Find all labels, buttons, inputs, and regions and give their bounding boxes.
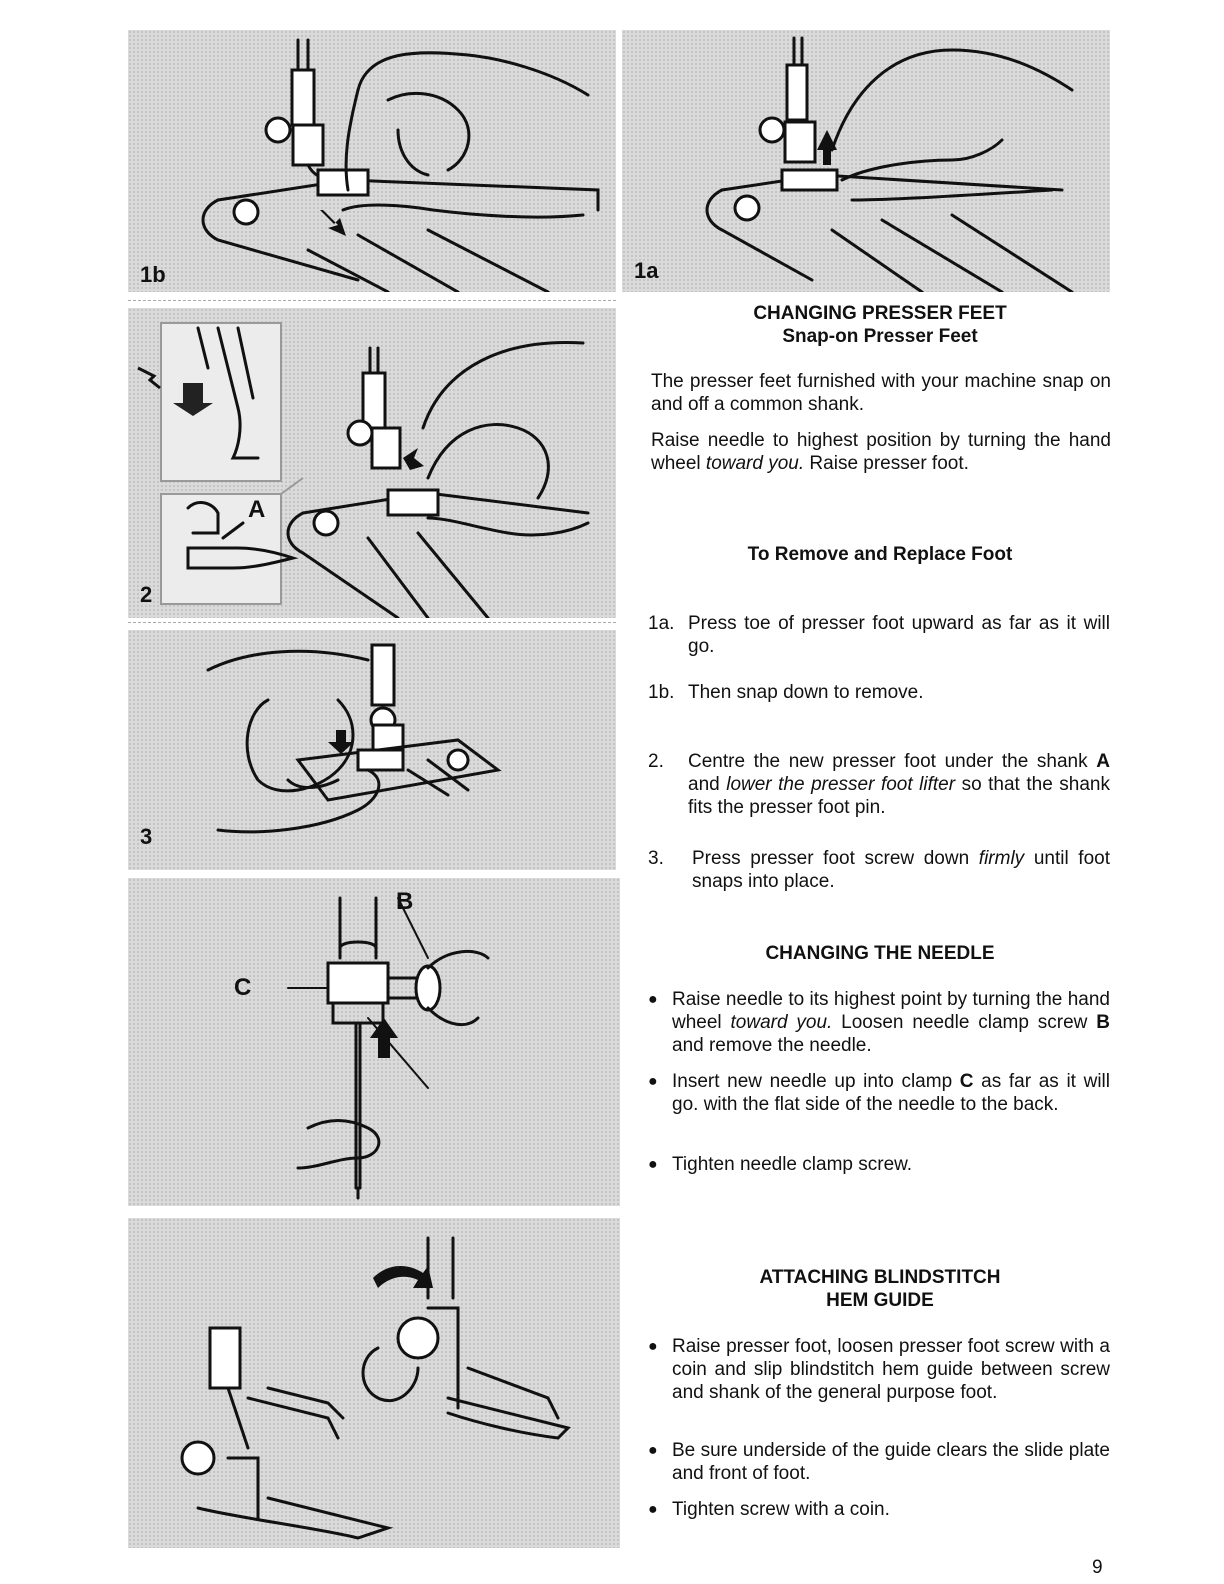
press-screw-down-drawing (128, 630, 616, 870)
needle-bullet-3 (648, 1153, 1110, 1176)
step-2 (648, 750, 1110, 819)
figure-2-label: 2 (140, 582, 153, 607)
hand-snap-down-drawing (128, 30, 616, 292)
step-number: 1b. (648, 682, 675, 703)
step-number: 3. (648, 848, 664, 869)
bullet-text: Tighten screw with a coin. (672, 1499, 890, 1520)
heading-line: HEM GUIDE (826, 1290, 934, 1311)
presser-feet-intro: The presser feet furnished with your machine snap on and off a common shank. (651, 371, 1111, 415)
remove-replace-heading: To Remove and Replace Foot (747, 544, 1013, 565)
needle-clamp-drawing (128, 878, 620, 1206)
blindstitch-heading (650, 1266, 1110, 1312)
subheading-line: Snap-on Presser Feet (782, 326, 978, 347)
changing-needle-heading: CHANGING THE NEEDLE (765, 943, 995, 964)
needle-change-illustration (128, 878, 620, 1206)
centre-new-foot-drawing (128, 308, 616, 618)
step-text: Press presser foot screw down firmly until foot snaps into place. (692, 848, 1110, 892)
bullet-text: Be sure underside of the guide clears the slide plate and front of foot. (672, 1440, 1110, 1484)
step-1a (648, 612, 1110, 658)
raise-needle-paragraph (651, 429, 1111, 475)
step-text: Then snap down to remove. (688, 682, 924, 703)
bullet-text: Tighten needle clamp screw. (672, 1154, 913, 1175)
emphasis-text: toward you. (705, 453, 805, 474)
figure-1a-label: 1a (634, 258, 659, 283)
text-segment: Raise presser foot. (804, 453, 969, 474)
step-3 (648, 847, 1110, 893)
step-text: Press toe of presser foot upward as far as it will go. (688, 613, 1110, 657)
figure-3-label: 3 (140, 824, 153, 849)
heading-line: ATTACHING BLINDSTITCH (759, 1267, 1001, 1288)
figure-1a-illustration (622, 30, 1110, 292)
changing-presser-feet-heading (650, 302, 1110, 348)
bullet-text: Insert new needle up into clamp C as far as it will go. with the flat side of the needle to the back. (672, 1071, 1110, 1115)
letter-c-label: C (234, 974, 252, 1001)
bullet-text: Raise needle to its highest point by turning the hand wheel toward you. Loosen needle clamp screw B and remove the needle. (672, 989, 1110, 1056)
bullet-icon: ● (648, 1073, 658, 1090)
letter-a-label: A (248, 496, 266, 523)
figure-3-illustration (128, 630, 616, 870)
divider-dashed (128, 300, 616, 301)
bullet-text: Raise presser foot, loosen presser foot screw with a coin and slip blindstitch hem guide between screw and shank of the general purpose foot. (672, 1336, 1110, 1403)
needle-bullet-2 (648, 1070, 1110, 1116)
hand-press-toe-drawing (622, 30, 1110, 292)
figure-1b-label: 1b (140, 262, 166, 287)
bullet-icon: ● (648, 1442, 658, 1459)
page-number: 9 (1092, 1557, 1103, 1578)
bullet-icon: ● (648, 1501, 658, 1518)
blindstitch-bullet-2 (648, 1439, 1110, 1485)
hem-guide-drawing (128, 1218, 620, 1548)
bullet-icon: ● (648, 991, 658, 1008)
bullet-icon: ● (648, 1156, 658, 1173)
figure-2-illustration (128, 308, 616, 618)
blindstitch-bullet-3 (648, 1498, 1110, 1521)
figure-1b-illustration (128, 30, 616, 292)
letter-b-label: B (396, 888, 414, 915)
step-1b (648, 681, 1110, 704)
bullet-icon: ● (648, 1338, 658, 1355)
step-number: 2. (648, 751, 664, 772)
blindstitch-bullet-1 (648, 1335, 1110, 1404)
text-segment: Raise needle to highest position by turning the hand wheel (651, 430, 1111, 474)
step-text: Centre the new presser foot under the shank A and lower the presser foot lifter so that the shank fits the presser foot pin. (688, 751, 1110, 818)
heading-line: CHANGING PRESSER FEET (753, 303, 1007, 324)
step-number: 1a. (648, 613, 675, 634)
blindstitch-hem-guide-illustration (128, 1218, 620, 1548)
divider-dashed (128, 622, 616, 623)
needle-bullet-1 (648, 988, 1110, 1057)
